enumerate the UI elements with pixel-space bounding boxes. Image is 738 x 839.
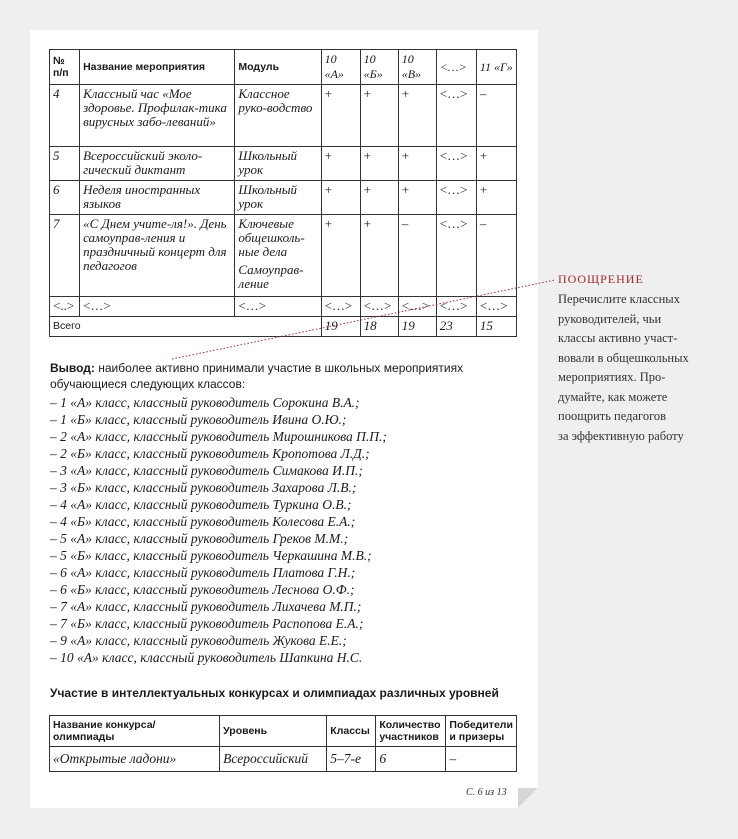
col-header-module: Модуль: [235, 50, 321, 85]
list-item: – 1 «А» класс, классный руководитель Сорокина В.А.;: [50, 394, 387, 411]
list-item: – 5 «Б» класс, классный руководитель Черкашина М.В.;: [50, 547, 387, 564]
sidebar-line: руководителей, чьи: [558, 311, 662, 326]
col-header-classes: Классы: [327, 716, 376, 747]
list-item: – 6 «Б» класс, классный руководитель Леснова О.Ф.;: [50, 581, 387, 598]
cell-mark: +: [398, 181, 436, 215]
cell-mark: +: [321, 181, 360, 215]
list-item: – 6 «А» класс, классный руководитель Платова Г.Н.;: [50, 564, 387, 581]
cell-num: 7: [50, 215, 80, 297]
sidebar-title: ПООЩРЕНИЕ: [558, 272, 644, 286]
cell-mark: +: [398, 147, 436, 181]
cell-module: Школьный урок: [235, 181, 321, 215]
total-value: 15: [476, 317, 516, 337]
col-header-10b: 10 «Б»: [360, 50, 398, 85]
cell-module: <…>: [235, 297, 321, 317]
cell-num: 5: [50, 147, 80, 181]
list-item: – 4 «А» класс, классный руководитель Туркина О.В.;: [50, 496, 387, 513]
cell-name: <…>: [80, 297, 235, 317]
sidebar-line: за эффективную работу: [558, 428, 684, 443]
cell-mark: –: [398, 215, 436, 297]
cell-name: Неделя иностранных языков: [80, 181, 235, 215]
cell-name: «С Днем учите-ля!». День самоуправ-ления и праздничный концерт для педагогов: [80, 215, 235, 297]
cell-mark: <…>: [398, 297, 436, 317]
cell-level: Всероссийский: [220, 747, 327, 772]
list-item: – 2 «Б» класс, классный руководитель Кропотова Л.Д.;: [50, 445, 387, 462]
list-item: – 9 «А» класс, классный руководитель Жукова Е.Е.;: [50, 632, 387, 649]
total-value: 18: [360, 317, 398, 337]
module-line: Самоуправ-ление: [238, 262, 304, 291]
col-header-10v: 10 «В»: [398, 50, 436, 85]
list-item: – 4 «Б» класс, классный руководитель Колесова Е.А.;: [50, 513, 387, 530]
page-number: С. 6 из 13: [466, 787, 507, 798]
col-header-count: Количество участников: [376, 716, 446, 747]
cell-name: Всероссийский эколо-гический диктант: [80, 147, 235, 181]
list-item: – 7 «А» класс, классный руководитель Лихачева М.П.;: [50, 598, 387, 615]
cell-count: 6: [376, 747, 446, 772]
cell-mark: +: [476, 147, 516, 181]
cell-winners: –: [446, 747, 517, 772]
col-header-level: Уровень: [220, 716, 327, 747]
list-item: – 3 «А» класс, классный руководитель Симакова И.П.;: [50, 462, 387, 479]
cell-module: Школьный урок: [235, 147, 321, 181]
cell-num: <..>: [50, 297, 80, 317]
sidebar-line: Перечислите классных: [558, 292, 680, 306]
cell-mark: <…>: [476, 297, 516, 317]
list-item: – 3 «Б» класс, классный руководитель Захарова Л.В.;: [50, 479, 387, 496]
cell-mark: +: [321, 215, 360, 297]
col-header-10a: 10 «А»: [321, 50, 360, 85]
cell-mark: +: [321, 147, 360, 181]
list-item: – 5 «А» класс, классный руководитель Греков М.М.;: [50, 530, 387, 547]
cell-mark: –: [476, 215, 516, 297]
cell-mark: –: [476, 85, 516, 147]
sidebar-line: классы активно участ-: [558, 331, 678, 345]
cell-mark: <…>: [436, 181, 476, 215]
sidebar-line: поощрить педагогов: [558, 409, 667, 423]
list-item: – 10 «А» класс, классный руководитель Шапкина Н.С.: [50, 649, 387, 666]
cell-mark: <…>: [436, 215, 476, 297]
cell-mark: <…>: [436, 147, 476, 181]
cell-num: 6: [50, 181, 80, 215]
sidebar-line: вовали в общешкольных: [558, 350, 689, 365]
total-value: 19: [398, 317, 436, 337]
col-header-contest-name: Название конкурса/ олимпиады: [50, 716, 220, 747]
sidebar-note: [558, 290, 728, 446]
cell-mark: +: [476, 181, 516, 215]
conclusion-lead: Вывод:: [50, 361, 95, 375]
col-header-11g: 11 «Г»: [476, 50, 516, 85]
cell-num: 4: [50, 85, 80, 147]
total-value: 19: [321, 317, 360, 337]
conclusion-text: наиболее активно принимали участие в школьных мероприятиях обучающиеся следующих классов:: [50, 361, 464, 391]
cell-mark: +: [360, 85, 398, 147]
cell-mark: <…>: [436, 297, 476, 317]
col-header-more: <…>: [436, 50, 476, 85]
total-value: 23: [436, 317, 476, 337]
cell-mark: <…>: [321, 297, 360, 317]
cell-mark: +: [360, 147, 398, 181]
col-header-num: № п/п: [50, 50, 80, 85]
cell-name: Классный час «Мое здоровье. Профилак-тика вирусных забо-леваний»: [80, 85, 235, 147]
cell-mark: +: [360, 215, 398, 297]
sidebar-line: мероприятиях. Про-: [558, 370, 666, 384]
module-line: Ключевые общешколь-ные дела: [238, 216, 305, 259]
col-header-name: Название мероприятия: [80, 50, 235, 85]
total-label: Всего: [50, 317, 322, 337]
cell-module: Классное руко-водство: [235, 85, 321, 147]
cell-mark: +: [321, 85, 360, 147]
contests-heading: Участие в интеллектуальных конкурсах и олимпиадах различных уровней: [50, 686, 499, 700]
list-item: – 2 «А» класс, классный руководитель Мирошникова П.П.;: [50, 428, 387, 445]
cell-contest-name: «Открытые ладони»: [50, 747, 220, 772]
cell-mark: <…>: [360, 297, 398, 317]
cell-classes: 5–7-е: [327, 747, 376, 772]
cell-mark: +: [398, 85, 436, 147]
list-item: – 1 «Б» класс, классный руководитель Ивина О.Ю.;: [50, 411, 387, 428]
cell-mark: <…>: [436, 85, 476, 147]
list-item: – 7 «Б» класс, классный руководитель Распопова Е.А.;: [50, 615, 387, 632]
sidebar-line: думайте, как можете: [558, 389, 668, 404]
col-header-winners: Победители и призеры: [446, 716, 517, 747]
cell-mark: +: [360, 181, 398, 215]
